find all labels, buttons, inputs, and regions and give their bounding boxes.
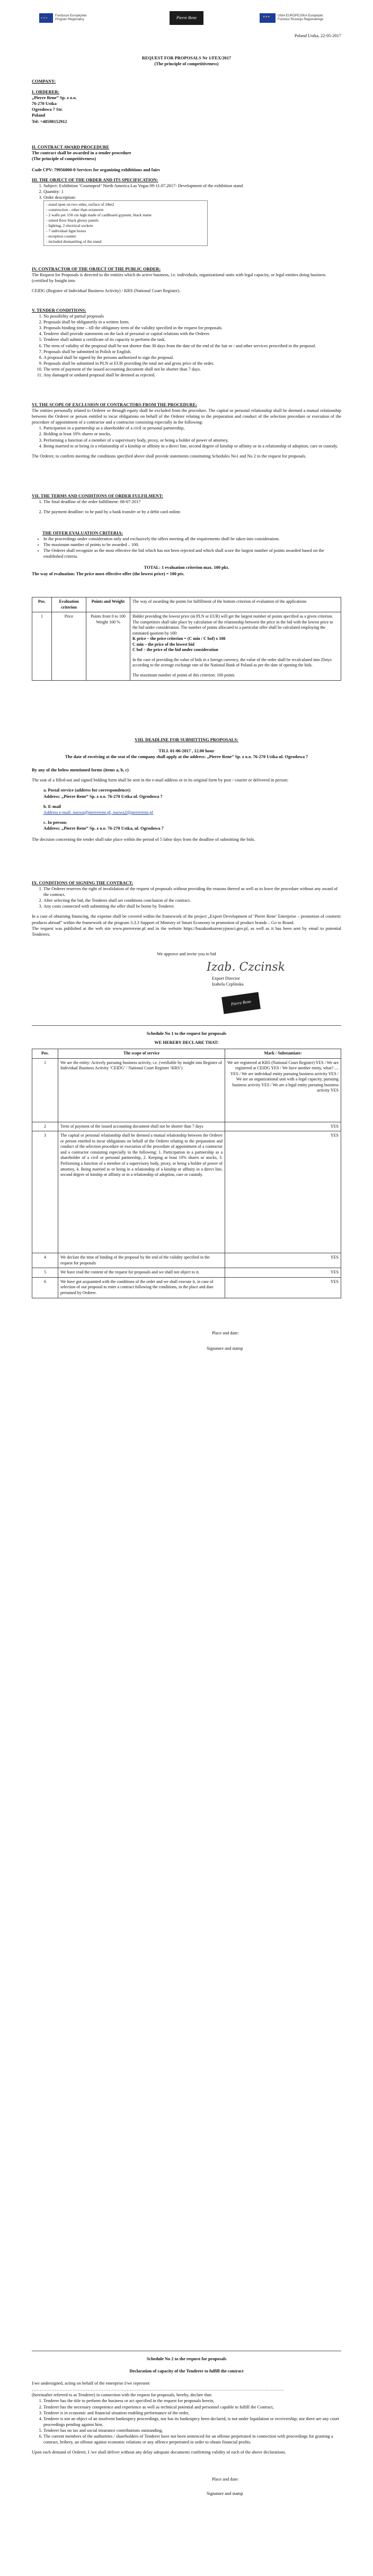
section-4-ceidg: CEIDG (Register of Individual Business Activity) / KRS (National Court Register). (32, 288, 181, 294)
table-row (32, 1122, 341, 1131)
table-desc: In the case of providing the value of bids in a foreign currency, the value of the order shall be recalculated into Zlotys according to the average exchange rate of the National Bank of Poland as per the date of opening the bids. (132, 657, 332, 668)
list-item: • The Orderer shall recognize as the most effective the bid which has not been rejected and which shall score the largest number of points awarded based on the established criteria. (43, 548, 341, 559)
schedule-2-intro: I/we undersigned, acting on behalf of the enterprise I/we represent (32, 2381, 150, 2386)
table-cell: We are registered at KRS (National Court Register) YES / We are registered at CEIDG YES / We have another entity, what? .... YES / We are individual entity pursuing business activity YES / We are an organizational unit with a legal capacity, pursuing business activity YES / We are a legal entity pursuing business activity YES (225, 1058, 341, 1122)
section-5-list (32, 313, 341, 378)
schedule-2-decl: Declaration of capacity of the Tenderer to fulfill the contract (129, 2369, 244, 2374)
table-formula: K price – the price criterion = (C min / C bof) x 100 (132, 636, 226, 641)
schedule-2-intro2: (hereinafter referred to as Tenderer) in connection with the request for proposals, hereby, declare that: (32, 2393, 212, 2398)
section-5-title: V. TENDER CONDITIONS: (32, 308, 86, 313)
company-address1: 76-270 Ustka (32, 101, 57, 107)
list-item: 3. Order description: (43, 195, 341, 200)
section-2-line1: The contract shall be awarded in a tender procedure (32, 151, 131, 156)
list-item: 3. Tenderer is in economic and financial situation enabling performance of the order, (43, 2410, 341, 2416)
table-header-cell: The way of awarding the points for fulfillment of the bottom criterion of evaluation of the applications (130, 597, 341, 612)
table-desc: Bidder providing the lowest price (in PLN or EUR) will get the largest number of points specified as a given criterion. (132, 614, 333, 619)
table-header-cell: Pos. (32, 1049, 58, 1059)
section-5 (32, 307, 341, 378)
schedule-2-list (32, 2398, 341, 2445)
delivery-c-address: Address: „Pierre Rene” Sp. z o.o. 76-270 Ustka, ul. Ogrodowa 7 (43, 825, 164, 831)
table-cell: YES (225, 1122, 341, 1131)
list-item: 4. Being married to or being in a relationship of a kinship or affinity in a direct line, second degree of kinship or affinity or in a relationship of adoption, care or custody. (43, 443, 341, 449)
table-cell: YES (225, 1268, 341, 1278)
section-9 (32, 880, 341, 937)
box-line: - 2 walls per 150 cm high made of cardboard gypsum, black matte (46, 213, 152, 218)
list-item: 4. Tenderer shall provide statements on the lack of personal or capital relations with the Orderer. (43, 331, 341, 337)
eu-union-flag-icon (260, 13, 276, 23)
list-item: 5. Tenderer shall submit a certificate of its capacity to perform the task. (43, 337, 341, 342)
company-country: Poland (32, 113, 46, 118)
box-line: - reception counter (46, 233, 76, 239)
table-cell: YES (225, 1131, 341, 1253)
table-header-row (32, 597, 341, 612)
company-name: „Pierre Rene” Sp. z o.o. (32, 95, 77, 101)
schedule-1 (32, 1031, 341, 1351)
box-line: - raised floor black glossy panels (46, 218, 99, 223)
list-item: 4. Tenderer is not an object of an insolvent bankruptcy proceedings, nor has its bankruptcy been declared, is not under liquidation or receivership; nor there are any court proceedings pending against him, (43, 2416, 341, 2428)
list-item: 3. Proposals binding time – till the obligatory term of the validity specified in the request for proposals. (43, 325, 341, 331)
list-item: 2. Tenderer has the necessary competence and experience as well as technical potential and personnel capable to fulfill the Contract, (43, 2404, 341, 2410)
table-row (32, 1131, 341, 1253)
schedule-1-table (32, 1049, 341, 1298)
list-item: 7. Proposals shall be submitted in Polish or English. (43, 349, 341, 355)
section-8 (32, 737, 341, 842)
section-9-title: IX. CONDITIONS OF SIGNING THE CONTRACT: (32, 881, 134, 885)
signer-role: Export Director (212, 976, 240, 981)
criteria-section (32, 530, 341, 577)
list-item: 3. Any costs connected with submitting the offer shall be borne by Tenderer. (43, 903, 341, 909)
delivery-a-address: Address: „Pierre Rene” Sp. z o.o. 76-270 Ustka ul. Ogrodowa 7 (43, 794, 163, 799)
table-row (32, 1268, 341, 1278)
table-cell: 1 (32, 612, 52, 680)
table-formula: C min – the price of the lowest bid (132, 641, 194, 647)
table-row (32, 1058, 341, 1122)
section-4-text: The Request for Proposals is directed to the entities which do active business, i.e. individuals, organizational units with legal capacity, or legal entities doing business (certified by Insight into (32, 272, 326, 284)
box-line: - 7 individual lignt boxes (46, 228, 86, 233)
logo-bar (32, 7, 341, 29)
list-item: 9. Proposals shall be submitted in PLN or EUR providing the total net and gross price of the order. (43, 361, 341, 366)
page-header (32, 33, 341, 39)
schedule-1-declare: WE HEREBY DECLARE THAT: (154, 1040, 219, 1045)
cpv-code: Code CPV: 79956000-0 Services for organizing exhibitions and fairs (32, 168, 160, 173)
company-label: COMPANY: (32, 79, 56, 84)
table-header-cell: The scope of service (58, 1049, 225, 1059)
list-item: 2. After selecting the bid, the Tenderer shall set conditions conclusion of the contract. (43, 898, 341, 903)
publication-paragraph: The request was published at the web site www.pierrerene.pl and in the website https://bazakonkurencyjnosci.gov.pl, as well as it has been sent by email to potential Tenderers. (32, 926, 341, 937)
list-item: 6. The current members of the authorities / shareholders of Tenderer have not been sentenced for an offense perpetrated in connection with proceedings for granting a contract, bribery, an offense against economic relations or any offence perpetrated in order to obtain financial profits. (43, 2433, 341, 2445)
eu-flag-icon (39, 13, 53, 23)
list-item: 6. The term of validity of the proposal shall be not shorter than 30 days from the date of the end of the fair or / and other services prescribed in the proposal. (43, 343, 341, 349)
list-item: 1. Participation in a partnership as a shareholder of a civil or personal partnership, (43, 425, 341, 431)
section-3 (32, 177, 341, 246)
company-phone: Tel: +48598152912 (32, 119, 67, 124)
box-line: - lighting, 2 electrical sockets (46, 223, 93, 228)
list-item: 1. No possibility of partial proposals (43, 313, 341, 319)
company-address2: Ogrodowa 7 Str. (32, 107, 63, 112)
company-section (32, 78, 341, 125)
section-2 (32, 144, 341, 173)
table-cell: We have got acquainted with the conditions of the order and we shall execute it, in case of selection of our proposal to enter a contract following the conditions, in the place and date pertained by Orderer. (58, 1277, 225, 1298)
table-desc: The competitors shall take place by calculation of the relationship between the price in the bid with the lowest price to the bid under consideration. The number of points allocated to a particular offer shall be calculated employing the estimated quotient by 100: (132, 619, 333, 636)
schedule-1-sign: Signature and stamp (207, 1346, 243, 1351)
table-cell: 5 (32, 1268, 58, 1278)
eu-union-logo (260, 11, 336, 25)
schedule-1-place: Place and date: (212, 1330, 239, 1335)
evaluation-table-wrap (32, 597, 341, 681)
section-4-title: IV. CONTRACTOR OF THE OBJECT OF THE PUBLIC ORDER: (32, 267, 161, 271)
list-item: 5. Tenderer has no tax and social insurance contributions outstanding, (43, 2428, 341, 2433)
list-item: 2. Quantity: 1 (43, 189, 341, 195)
table-cell: 2 (32, 1122, 58, 1131)
section-6-list (32, 425, 341, 449)
section-7 (32, 493, 341, 515)
table-cell: 4 (32, 1253, 58, 1268)
signer-name: Izabela Czplinska (212, 982, 244, 987)
dotted-line: .......................................................................................................................................................... (32, 2387, 285, 2392)
section-2-title: II. CONTRACT AWARD PROCEDURE (32, 145, 109, 150)
table-desc: The maximum number of points of this criterion: 100 points (132, 673, 235, 678)
decision-note: The decision concerning the tender shall take place within the period of 5 labor days from the deadline of submitting the bids. (32, 837, 255, 842)
divider (32, 2349, 341, 2353)
eu-funds-logo-text: Fundusze Europejskie Program Regionalny (55, 14, 87, 21)
delivery-forms: By any of the below mentioned forms (items a, b, c) (32, 768, 129, 773)
delivery-seal: The seat of a filled-out and signed bidding form shall be sent in the e-mail address or in its original form by post / courier or delivered in person: (32, 778, 289, 783)
list-item: • In the proceedings under consideration only and exclusively the offers meeting all the requirements shall be taken into consideration. (43, 536, 341, 542)
list-item: 1. Subject: Exhibition ‘Cosmoprof’ North America Las Vegas 09-11.07.2017- Development of the exhibition stand (43, 183, 341, 189)
table-cell: We declare the time of binding of the proposal by the end of the validity specified in the request for proposals (58, 1253, 225, 1268)
criteria-way: The way of evaluation: The price most effective offer (the lowest price) = 100 pts. (32, 571, 184, 576)
criteria-list (32, 536, 341, 559)
table-cell: 3 (32, 1131, 58, 1253)
criteria-title: THE OFFER EVALUATION CRITERIA: (42, 531, 123, 535)
delivery-b-label: b. E-mail (43, 804, 61, 809)
delivery-c-label: c. In person: (43, 820, 67, 825)
schedule-2-title: Schedule No 2 to the request for proposals (146, 2357, 227, 2361)
approve-text: We approve and invite you to bid (157, 952, 216, 956)
deadline-address: The date of receiving at the seat of the company shall apply at the address: „Pierre Rene” Sp. z o.o. 76-270 Ustka ul. Ogrodowa 7 (65, 754, 308, 760)
table-cell-description (130, 612, 341, 680)
section-4 (32, 266, 341, 294)
box-line: - stand open on two sides, surface of 24m2 (46, 202, 114, 207)
signature-image: Izab. Czcinsk (207, 961, 286, 974)
box-line: - construction - other than octanorm (46, 207, 104, 213)
list-item: 2. Proposals shall be obligatorily in a written form. (43, 319, 341, 325)
section-3-list (32, 183, 341, 200)
stamp-text: Pierre Rene (230, 999, 252, 1007)
table-header-cell: Evaluation criterion (52, 597, 86, 612)
table-cell: YES (225, 1277, 341, 1298)
table-cell: We have read the content of the request for proposals and we shall not object to it. (58, 1268, 225, 1278)
table-row (32, 612, 341, 680)
section-6-intro: The entities personally related to Orderer or through equity shall be excluded from the procedure. The capital or personal relationship shall be deemed a mutual relationship between the Orderer or person entitled to incur obligations on behalf of the Orderer relating to the preparation and conduct of the selection procedure or execution of the procedure of appointment of a contractor and a contractor consisting especially in the following: (32, 408, 341, 425)
table-cell: 1 (32, 1058, 58, 1122)
table-cell: YES (225, 1253, 341, 1268)
section-7-list (32, 499, 341, 515)
table-cell: We are the entity: Actively pursuing business activity, i.e. (verifiable by insight into Register of Individual Business Activity ‘CEIDG’ / National Court Register ‘KRS’) (58, 1058, 225, 1122)
section-2-line2: (The principle of competitiveness) (32, 156, 96, 162)
list-item: 2. Holding at least 10% shares or stocks, (43, 431, 341, 437)
document-title (32, 55, 341, 67)
table-formula: C bof – the price of the bid under consideration (132, 647, 218, 653)
table-cell: Points from 0 to 100 Weight 100 % (86, 612, 130, 680)
signature-block (32, 951, 341, 1015)
list-item: 11. Any damaged or undated proposal shall be deemed as rejected. (43, 372, 341, 378)
schedule-2-sign: Signature and stamp (207, 2491, 243, 2496)
deadline-till: TILL 01-06-2017 , 12.00 hour (158, 749, 215, 754)
section-6-title: VI. THE SCOPE OF EXCLUSION OF CONTRACTORS FROM THE PROCEDURE: (32, 402, 198, 407)
schedule-2-outro: Upon each demand of Orderer, I /we shall deliver without any delay adequate documents confirming validity of each of the above declarations. (32, 2450, 286, 2455)
list-item: 1. The Orderer reserves the right of invalidation of the request of proposals without providing the reasons thereof as well as to leave the procedure without any award of the contract. (43, 886, 341, 898)
list-item: 1. Tenderer has the title to perform the business or act specified in the request for proposals herein, (43, 2398, 341, 2404)
place-date: Poland Ustka, 22-05-2017 (294, 33, 341, 38)
delivery-b-address[interactable]: Address e-mail: nazwa@pierrerene.pl, nazwa2@pierrerene.pl (43, 810, 154, 815)
table-cell: Price (52, 612, 86, 680)
list-item: 10. The term of payment of the issued accounting document shall not be shorter than 7 days. (43, 366, 341, 372)
eu-union-logo-text: UNIA EUROPEJSKA Europejski Fundusz Rozwoju Regionalnego (278, 14, 324, 21)
section-3-title: III. THE OBJECT OF THE ORDER AND ITS SPECIFICATION: (32, 178, 158, 182)
list-item: 8. A proposal shall be signed by the persons authorized to sign the proposal. (43, 355, 341, 361)
table-header-row (32, 1049, 341, 1059)
company-logo-text: Pierre Rene (170, 11, 203, 25)
schedule-2-place: Place and date: (212, 2477, 239, 2482)
list-item: 3. Performing a function of a member of a supervisory body, proxy, or being a holder of power of attorney, (43, 437, 341, 443)
section-8-title: VIII. DEADLINE FOR SUBMITTING PROPOSALS: (135, 737, 238, 742)
title-main: REQUEST FOR PROPOSALS Nr 1/FEX/2017 (141, 56, 232, 60)
list-item: • The maximum number of points to be awarded – 100. (43, 542, 341, 548)
financing-paragraph: In a case of obtaining financing, the expense shall be covered within the framework of the project „Export Development of ‘Pierre Rene’ Enterprise – promotion of cosmetic products abroad” within the framework of the program 3.3.3 Support of Ministry of Smart Economy in promotion of product brands – Go to Brand. (32, 914, 341, 925)
table-row (32, 1253, 341, 1268)
divider (32, 1023, 341, 1028)
table-header-cell: Mark / Substantiate: (225, 1049, 341, 1059)
table-cell: 6 (32, 1277, 58, 1298)
orderer-label: I. ORDERER: (32, 90, 60, 95)
table-header-cell: Pos. (32, 597, 52, 612)
order-description-box (43, 200, 208, 245)
company-stamp (221, 992, 261, 1014)
section-6-outro: The Orderer, to confirm meeting the conditions specified above shall provide statements constituting Schedules No1 and No 2 to the request for proposals. (32, 453, 307, 459)
schedule-2 (32, 2356, 341, 2497)
title-sub: (The principle of competitiveness) (154, 61, 219, 67)
box-line: - included dismantling of the stand (46, 239, 102, 244)
section-7-title: VII. THE TERMS AND CONDITIONS OF ORDER FULFILMENT: (32, 494, 163, 498)
table-row (32, 1277, 341, 1298)
spacer (32, 84, 341, 89)
list-item: 1. The final deadline of the order fulfillment: 08-07-2017 (43, 499, 341, 505)
eu-funds-logo (39, 11, 92, 25)
criteria-total: TOTAL: 1 evaluation criterion max. 100 pkt. (144, 565, 229, 570)
delivery-a-label: a. Postal service (address for correspondence): (43, 788, 131, 793)
table-cell: Term of payment of the issued accounting document shall not be shorter than 7 days (58, 1122, 225, 1131)
schedule-1-title: Schedule No 1 to the request for proposals (146, 1031, 227, 1036)
section-9-list (32, 886, 341, 909)
evaluation-table (32, 597, 341, 681)
section-6 (32, 402, 341, 459)
table-cell: The capital or personal relationship shall be deemed a mutual relationship between the Orderer or person entitled to incur obligations on behalf of the Orderer relating to the preparation and conduct of the selection procedure or execution of the procedure of appointment of a contractor and a contractor consisting especially in the following: 1. Participation in a partnership as a shareholder of a civil or personal partnership, 2. Keeping at least 10% shares or stocks, 3. Performing a function of a member of a supervisory body, proxy, or being a holder of power of attorney, 4. Being married to or being in a relationship of a kinship or affinity in a direct line, second degree of kinship or affinity or in a relationship of adoption, care or custody. (58, 1131, 225, 1253)
table-header-cell: Points and Weight (86, 597, 130, 612)
list-item: 2. The payment deadline: to be paid by a bank transfer or by a debit card online. (43, 509, 341, 515)
company-logo (170, 11, 203, 25)
